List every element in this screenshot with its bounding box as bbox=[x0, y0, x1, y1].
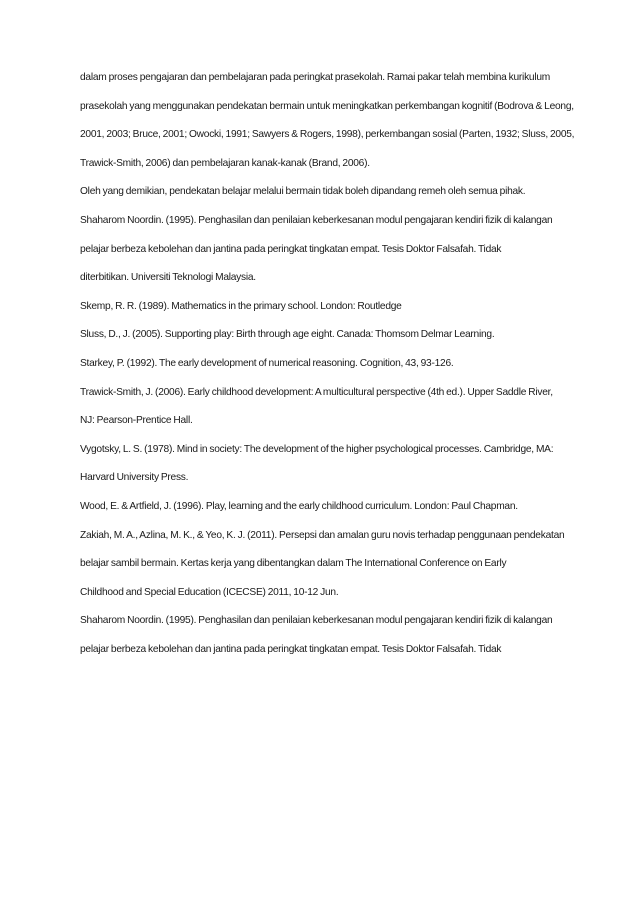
reference-trawick-smith: Trawick-Smith, J. (2006). Early childhood development: A multicultural perspective (4th ed.). Upper Saddle River, bbox=[80, 386, 553, 398]
reference-vygotsky: Vygotsky, L. S. (1978). Mind in society: The development of the higher psychological processes. Cambridge, MA: bbox=[80, 443, 554, 455]
reference-zakiah-cont-2: Childhood and Special Education (ICECSE) 2011, 10-12 Jun. bbox=[80, 586, 339, 598]
reference-vygotsky-cont: Harvard University Press. bbox=[80, 472, 189, 484]
reference-shaharom-1-cont: pelajar berbeza kebolehan dan jantina pada peringkat tingkatan empat. Tesis Doktor Falsafah. Tidak bbox=[80, 243, 502, 255]
reference-shaharom-2-cont: pelajar berbeza kebolehan dan jantina pada peringkat tingkatan empat. Tesis Doktor Falsafah. Tidak bbox=[80, 643, 502, 655]
reference-starkey: Starkey, P. (1992). The early development of numerical reasoning. Cognition, 43, 93-126. bbox=[80, 357, 454, 369]
reference-zakiah-cont: belajar sambil bermain. Kertas kerja yang dibentangkan dalam The International Conference on Early bbox=[80, 558, 507, 570]
reference-sluss: Sluss, D., J. (2005). Supporting play: Birth through age eight. Canada: Thomsom Delmar Learning. bbox=[80, 329, 495, 341]
reference-shaharom-1-cont-2: diterbitikan. Universiti Teknologi Malaysia. bbox=[80, 272, 256, 284]
reference-shaharom-2: Shaharom Noordin. (1995). Penghasilan dan penilaian keberkesanan modul pengajaran kendiri fizik di kalangan bbox=[80, 615, 553, 627]
reference-wood: Wood, E. & Artfield, J. (1996). Play, learning and the early childhood curriculum. London: Paul Chapman. bbox=[80, 500, 518, 512]
reference-zakiah: Zakiah, M. A., Azlina, M. K., & Yeo, K. J. (2011). Persepsi dan amalan guru novis terhadap penggunaan pendekatan bbox=[80, 529, 565, 541]
reference-shaharom-1: Shaharom Noordin. (1995). Penghasilan dan penilaian keberkesanan modul pengajaran kendiri fizik di kalangan bbox=[80, 214, 553, 226]
reference-skemp: Skemp, R. R. (1989). Mathematics in the primary school. London: Routledge bbox=[80, 300, 402, 312]
paragraph-2: prasekolah yang menggunakan pendekatan bermain untuk meningkatkan perkembangan kognitif (Bodrova & Leong, bbox=[80, 100, 574, 112]
reference-trawick-smith-cont: NJ: Pearson-Prentice Hall. bbox=[80, 415, 193, 427]
paragraph-1: dalam proses pengajaran dan pembelajaran pada peringkat prasekolah. Ramai pakar telah membina kurikulum bbox=[80, 72, 550, 83]
paragraph-3: 2001, 2003; Bruce, 2001; Owocki, 1991; Sawyers & Rogers, 1998), perkembangan sosial (Parten, 1932; Sluss, 2005, bbox=[80, 129, 575, 141]
paragraph-4: Trawick-Smith, 2006) dan pembelajaran kanak-kanak (Brand, 2006). bbox=[80, 157, 370, 169]
paragraph-5: Oleh yang demikian, pendekatan belajar melalui bermain tidak boleh dipandang remeh oleh semua pihak. bbox=[80, 186, 526, 198]
